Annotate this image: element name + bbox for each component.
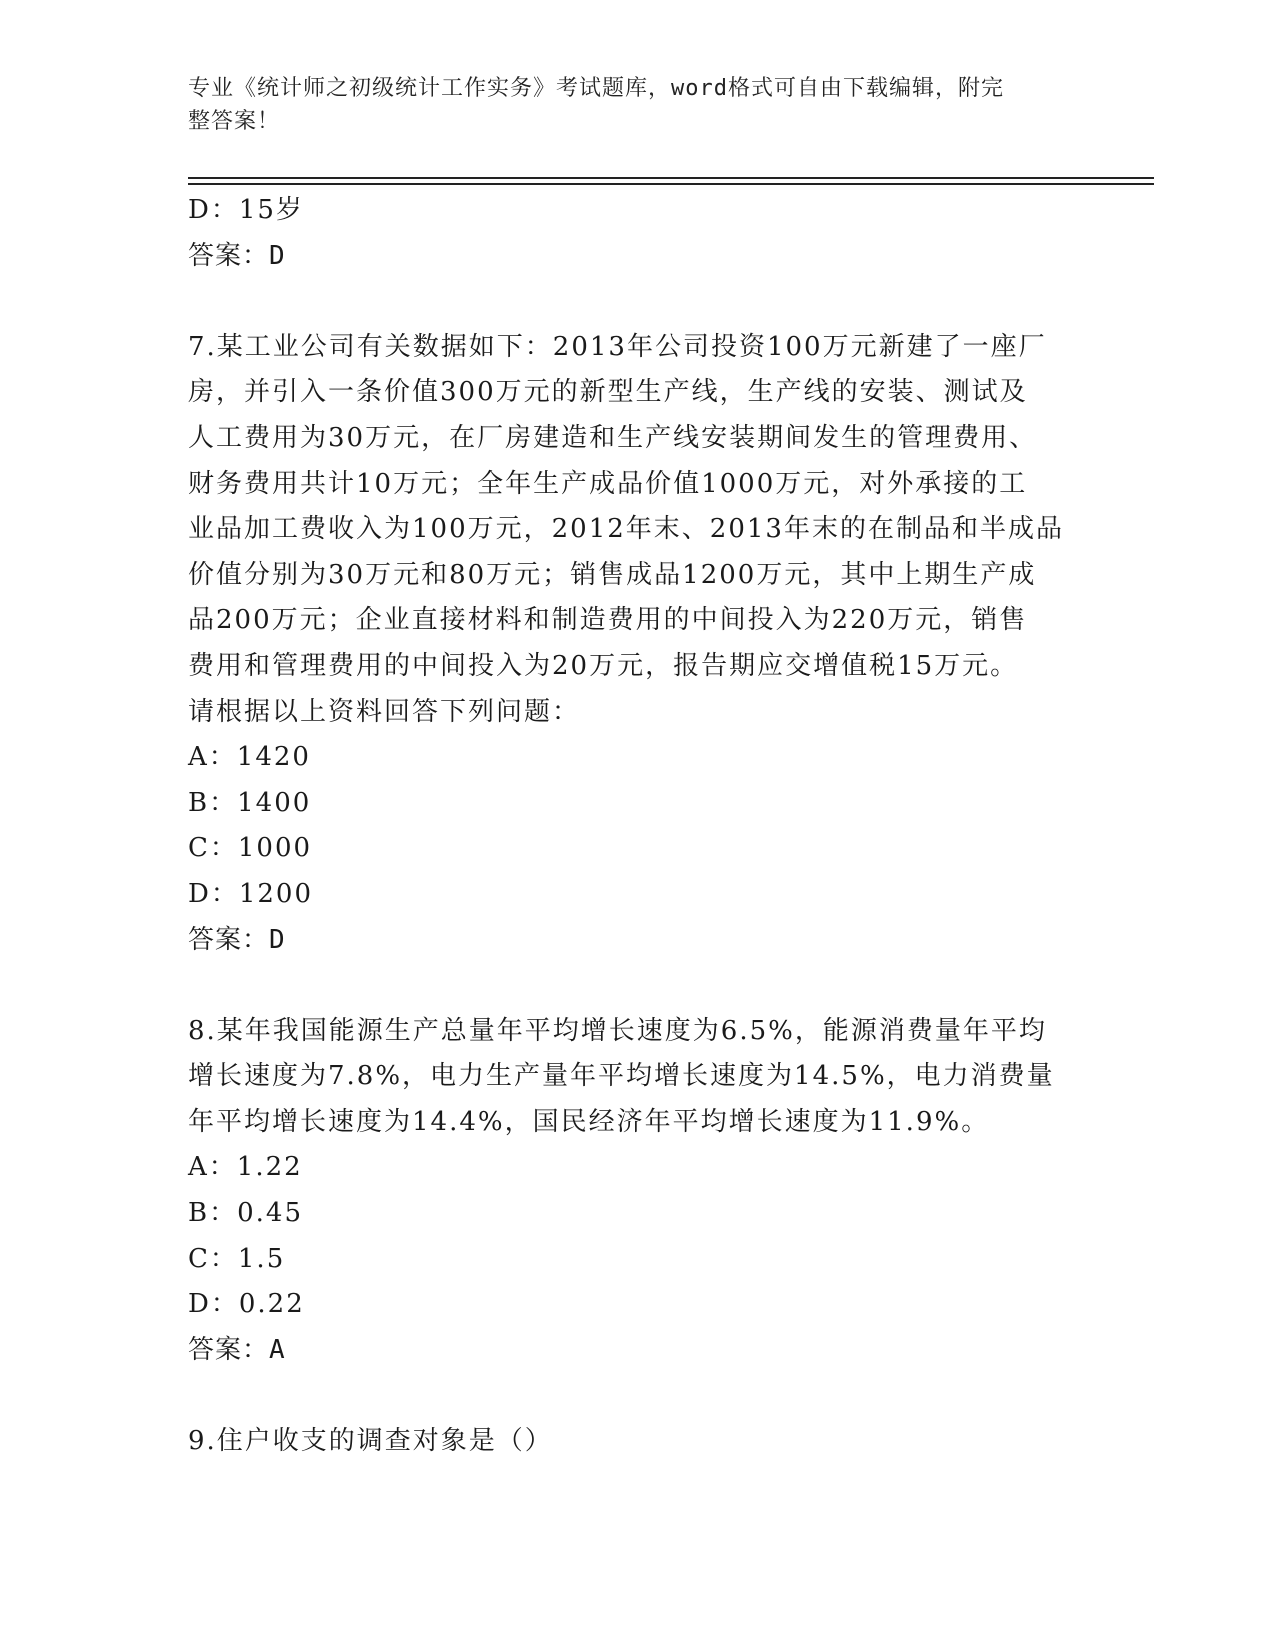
question-text-line: 业品加工费收入为100万元，2012年末、2013年末的在制品和半成品 [188, 514, 1064, 545]
question-text-line: 费用和管理费用的中间投入为20万元，报告期应交增值税15万元。 [188, 650, 1019, 681]
header-rule-bottom [188, 183, 1154, 185]
question-text-line: 8.某年我国能源生产总量年平均增长速度为6.5%，能源消费量年平均 [188, 1015, 1047, 1046]
answer-line: 答案：A [188, 1334, 286, 1365]
question-text-line: 财务费用共计10万元；全年生产成品价值1000万元，对外承接的工 [188, 468, 1028, 499]
question-text-line: 增长速度为7.8%，电力生产量年平均增长速度为14.5%，电力消费量 [188, 1061, 1055, 1092]
answer-line: 答案：D [188, 924, 286, 955]
option-d: D：15岁 [188, 195, 304, 225]
option-c: C：1000 [188, 833, 313, 864]
answer-line: 答案：D [188, 240, 286, 271]
previous-question-tail [188, 188, 1088, 279]
spacer [188, 279, 1088, 325]
option-b: B：1400 [188, 787, 312, 818]
question-text-line: 价值分别为30万元和80万元；销售成品1200万元，其中上期生产成 [188, 559, 1037, 590]
option-c: C：1.5 [188, 1243, 286, 1274]
option-a: A：1420 [188, 742, 311, 773]
question-text-line: 房，并引入一条价值300万元的新型生产线，生产线的安装、测试及 [188, 377, 1028, 408]
spacer [188, 1373, 1088, 1419]
header-line-2: 整答案！ [188, 109, 281, 134]
header-line-1: 专业《统计师之初级统计工作实务》考试题库，word格式可自由下载编辑，附完 [188, 76, 1004, 101]
question-text-line: 品200万元；企业直接材料和制造费用的中间投入为220万元，销售 [188, 605, 1028, 636]
question-text-line: 7.某工业公司有关数据如下：2013年公司投资100万元新建了一座厂 [188, 331, 1047, 362]
question-9 [188, 1419, 1088, 1465]
question-text-line: 9.住户收支的调查对象是（） [188, 1426, 553, 1457]
question-text-line: 请根据以上资料回答下列问题： [188, 696, 581, 727]
header-rule-top [188, 177, 1154, 179]
option-d: D：0.22 [188, 1289, 305, 1320]
option-d: D：1200 [188, 878, 314, 909]
option-b: B：0.45 [188, 1198, 303, 1229]
option-a: A：1.22 [188, 1152, 303, 1183]
question-text-line: 人工费用为30万元，在厂房建造和生产线安装期间发生的管理费用、 [188, 422, 1038, 453]
question-8 [188, 1009, 1088, 1374]
spacer [188, 963, 1088, 1009]
document-body [188, 188, 1088, 1465]
page-header [188, 72, 1068, 138]
question-7 [188, 325, 1088, 963]
question-text-line: 年平均增长速度为14.4%，国民经济年平均增长速度为11.9%。 [188, 1106, 990, 1137]
